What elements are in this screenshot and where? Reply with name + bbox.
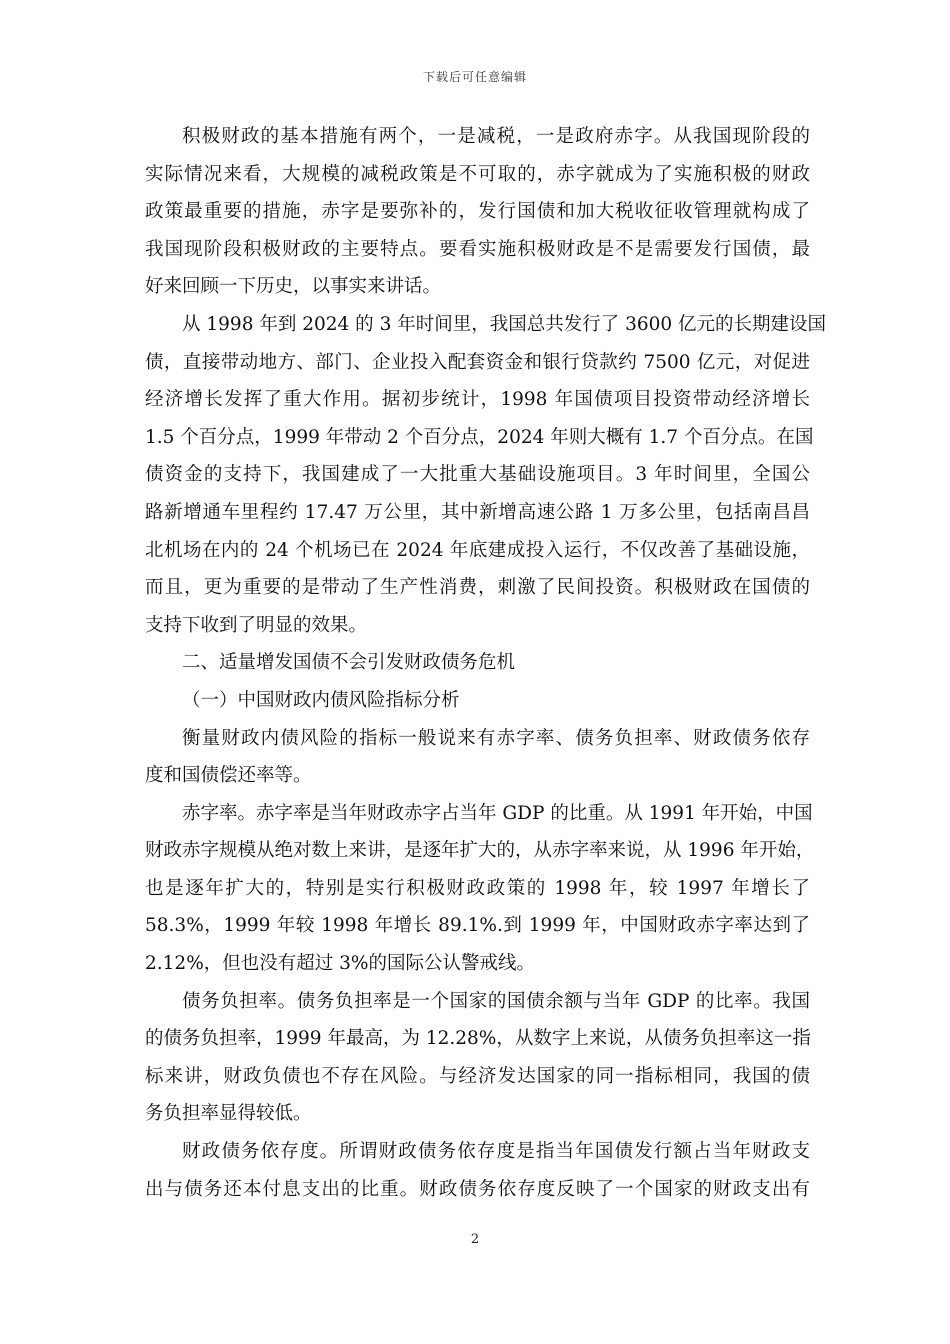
text-line: 债资金的支持下，我国建成了一大批重大基础设施项目。3 年时间里，全国公 bbox=[145, 464, 810, 486]
text-line: 也是逐年扩大的，特别是实行积极财政政策的 1998 年，较 1997 年增长了 bbox=[145, 877, 810, 899]
text-line: 经济增长发挥了重大作用。据初步统计，1998 年国债项目投资带动经济增长 bbox=[145, 389, 810, 411]
text-line: 债，直接带动地方、部门、企业投入配套资金和银行贷款约 7500 亿元，对促进 bbox=[145, 351, 810, 373]
text-line: 路新增通车里程约 17.47 万公里，其中新增高速公路 1 万多公里，包括南昌昌 bbox=[145, 501, 810, 523]
document-body bbox=[145, 118, 827, 1208]
text-line: 赤字率。赤字率是当年财政赤字占当年 GDP 的比重。从 1991 年开始，中国 bbox=[182, 802, 813, 824]
text-line: 度和国债偿还率等。 bbox=[145, 765, 312, 787]
text-line: 北机场在内的 24 个机场已在 2024 年底建成投入运行，不仅改善了基础设施， bbox=[145, 539, 810, 561]
text-line: 而且，更为重要的是带动了生产性消费，刺激了民间投资。积极财政在国债的 bbox=[145, 577, 810, 599]
text-line: 2.12%，但也没有超过 3%的国际公认警戒线。 bbox=[145, 953, 536, 975]
text-line: 二、适量增发国债不会引发财政债务危机 bbox=[182, 652, 516, 674]
page-header: 下载后可任意编辑 bbox=[422, 70, 527, 84]
text-line: 从 1998 年到 2024 的 3 年时间里，我国总共发行了 3600 亿元的长期建设国 bbox=[182, 313, 827, 335]
text-line: 衡量财政内债风险的指标一般说来有赤字率、债务负担率、财政债务依存 bbox=[182, 727, 810, 749]
text-line: 政策最重要的措施，赤字是要弥补的，发行国债和加大税收征收管理就构成了 bbox=[145, 201, 810, 223]
text-line: （一）中国财政内债风险指标分析 bbox=[182, 689, 460, 711]
text-line: 支持下收到了明显的效果。 bbox=[145, 614, 368, 636]
text-line: 标来讲，财政负债也不存在风险。与经济发达国家的同一指标相同，我国的债 bbox=[145, 1065, 810, 1087]
page-number: 2 bbox=[470, 1232, 480, 1247]
text-line: 出与债务还本付息支出的比重。财政债务依存度反映了一个国家的财政支出有 bbox=[145, 1178, 810, 1200]
text-line: 积极财政的基本措施有两个，一是减税，一是政府赤字。从我国现阶段的 bbox=[182, 126, 810, 147]
text-line: 好来回顾一下历史，以事实来讲话。 bbox=[145, 276, 442, 298]
text-line: 务负担率显得较低。 bbox=[145, 1103, 312, 1125]
text-line: 实际情况来看，大规模的减税政策是不可取的，赤字就成为了实施积极的财政 bbox=[145, 163, 810, 185]
text-line: 财政债务依存度。所谓财政债务依存度是指当年国债发行额占当年财政支 bbox=[182, 1141, 810, 1163]
text-line: 58.3%，1999 年较 1998 年增长 89.1%.到 1999 年，中国财政赤字率达到了 bbox=[145, 915, 810, 937]
text-line: 财政赤字规模从绝对数上来讲，是逐年扩大的，从赤字率来说，从 1996 年开始， bbox=[145, 840, 815, 862]
text-line: 1.5 个百分点，1999 年带动 2 个百分点，2024 年则大概有 1.7 个百分点。在国 bbox=[145, 426, 814, 448]
text-line: 债务负担率。债务负担率是一个国家的国债余额与当年 GDP 的比率。我国 bbox=[182, 990, 810, 1012]
text-line: 我国现阶段积极财政的主要特点。要看实施积极财政是不是需要发行国债，最 bbox=[145, 238, 810, 260]
text-line: 的债务负担率，1999 年最高，为 12.28%，从数字上来说，从债务负担率这一指 bbox=[145, 1028, 811, 1050]
